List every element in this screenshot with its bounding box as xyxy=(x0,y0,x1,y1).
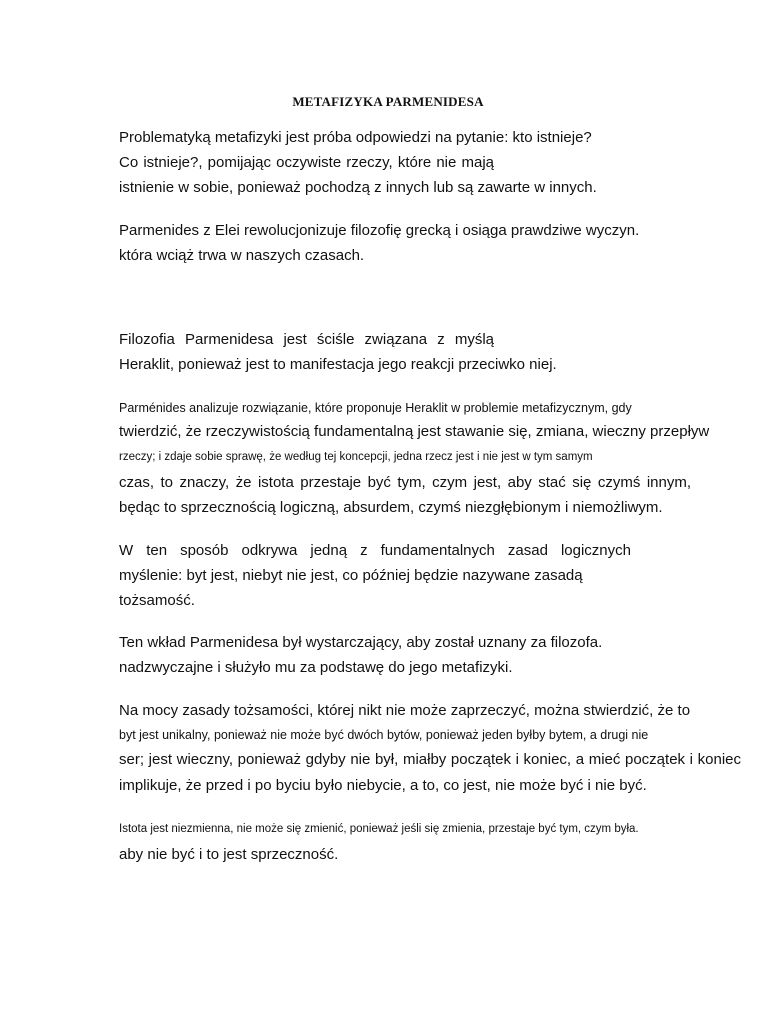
text-line: Istota jest niezmienna, nie może się zmienić, ponieważ jeśli się zmienia, przestaje być tym, czym była. xyxy=(119,823,639,835)
text-line: istnienie w sobie, ponieważ pochodzą z innych lub są zawarte w innych. xyxy=(119,179,597,196)
text-line: czas, to znaczy, że istota przestaje być tym, czym jest, aby stać się czymś innym, xyxy=(119,474,691,491)
text-line: rzeczy; i zdaje sobie sprawę, że według tej koncepcji, jedna rzecz jest i nie jest w tym samym xyxy=(119,451,593,463)
text-line: która wciąż trwa w naszych czasach. xyxy=(119,247,365,264)
text-line: Na mocy zasady tożsamości, której nikt nie może zaprzeczyć, można stwierdzić, że to xyxy=(119,702,691,719)
text-line: tożsamość. xyxy=(119,592,195,609)
text-line: myślenie: byt jest, niebyt nie jest, co później będzie nazywane zasadą xyxy=(119,567,583,584)
text-line: W ten sposób odkrywa jedną z fundamentalnych zasad logicznych xyxy=(119,542,631,559)
text-line: Parmenides z Elei rewolucjonizuje filozofię grecką i osiąga prawdziwe wyczyn. xyxy=(119,222,640,239)
text-line: Parménides analizuje rozwiązanie, które proponuje Heraklit w problemie metafizycznym, gdy xyxy=(119,401,632,415)
text-line: Ten wkład Parmenidesa był wystarczający, aby został uznany za filozofa. xyxy=(119,634,603,651)
text-line: Problematyką metafizyki jest próba odpowiedzi na pytanie: kto istnieje? xyxy=(119,129,592,146)
text-line: nadzwyczajne i służyło mu za podstawę do jego metafizyki. xyxy=(119,659,513,676)
text-line: twierdzić, że rzeczywistością fundamentalną jest stawanie się, zmiana, wieczny przepływ xyxy=(119,423,710,440)
text-line: Heraklit, ponieważ jest to manifestacja jego reakcji przeciwko niej. xyxy=(119,356,557,373)
text-line: byt jest unikalny, ponieważ nie może być dwóch bytów, ponieważ jeden byłby bytem, a drugi nie xyxy=(119,728,649,742)
text-line: Filozofia Parmenidesa jest ściśle związana z myślą xyxy=(119,331,494,348)
text-line: implikuje, że przed i po byciu było niebycie, a to, co jest, nie może być i nie być. xyxy=(119,777,647,794)
document-title: METAFIZYKA PARMENIDESA xyxy=(292,94,484,109)
text-line: ser; jest wieczny, ponieważ gdyby nie był, miałby początek i koniec, a mieć początek i koniec xyxy=(119,751,741,768)
text-line: będąc to sprzecznością logiczną, absurdem, czymś niezgłębionym i niemożliwym. xyxy=(119,499,663,516)
text-line: aby nie być i to jest sprzeczność. xyxy=(119,846,339,863)
text-line: Co istnieje?, pomijając oczywiste rzeczy, które nie mają xyxy=(119,154,494,171)
